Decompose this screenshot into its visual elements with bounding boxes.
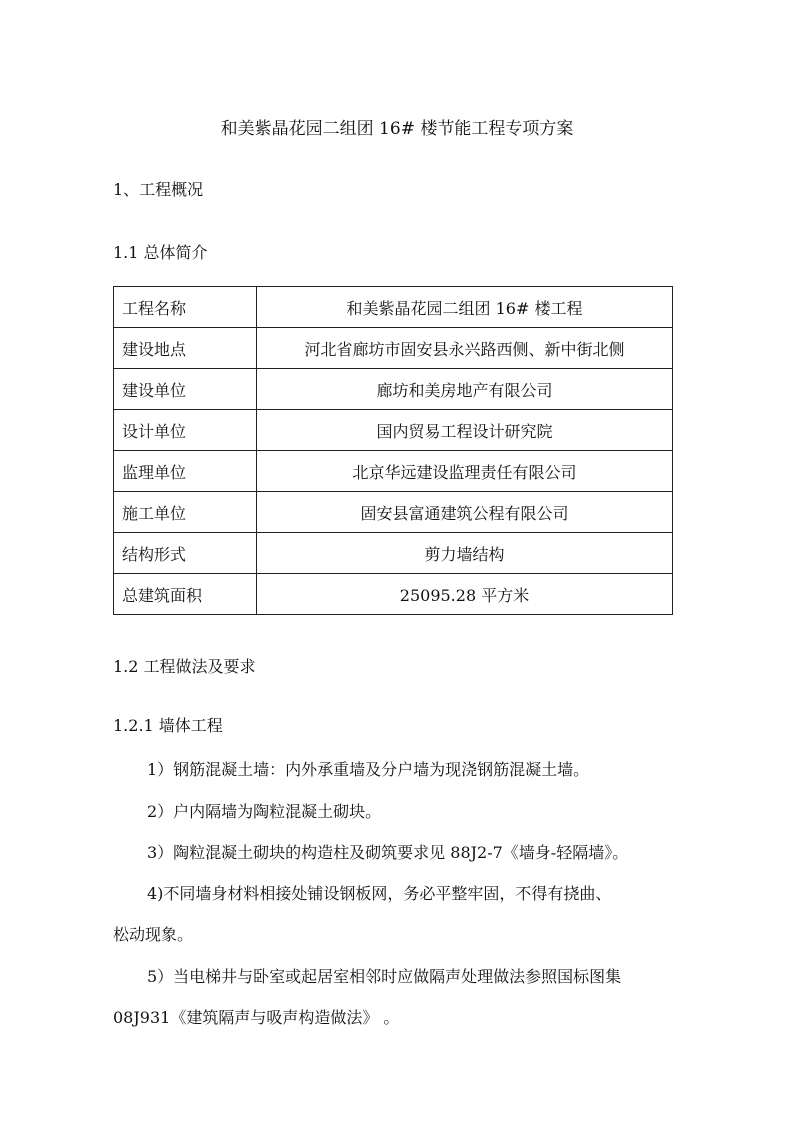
row-label: 工程名称 (114, 287, 257, 328)
table-row (114, 410, 673, 451)
row-value: 25095.28 平方米 (257, 574, 673, 615)
paragraph-5-line-1: 5）当电梯井与卧室或起居室相邻时应做隔声处理做法参照国标图集 (147, 967, 622, 986)
row-label: 总建筑面积 (114, 574, 257, 615)
table-row (114, 328, 673, 369)
row-value: 北京华远建设监理责任有限公司 (257, 451, 673, 492)
paragraph-1: 1）钢筋混凝土墙：内外承重墙及分户墙为现浇钢筋混凝土墙。 (147, 760, 590, 779)
row-value: 河北省廊坊市固安县永兴路西侧、新中街北侧 (257, 328, 673, 369)
section-heading-1-1: 1.1 总体简介 (113, 243, 208, 262)
table-row (114, 533, 673, 574)
row-value: 固安县富通建筑公程有限公司 (257, 492, 673, 533)
paragraph-4-line-2: 松动现象。 (113, 925, 194, 944)
table-row (114, 574, 673, 615)
section-heading-1-2: 1.2 工程做法及要求 (113, 657, 256, 676)
paragraph-5-line-2: 08J931《建筑隔声与吸声构造做法》 。 (113, 1008, 400, 1027)
row-value: 和美紫晶花园二组团 16# 楼工程 (257, 287, 673, 328)
row-value: 国内贸易工程设计研究院 (257, 410, 673, 451)
table-row (114, 451, 673, 492)
row-label: 施工单位 (114, 492, 257, 533)
section-heading-1: 1、工程概况 (113, 180, 204, 199)
row-label: 建设地点 (114, 328, 257, 369)
row-label: 建设单位 (114, 369, 257, 410)
page-title: 和美紫晶花园二组团 16# 楼节能工程专项方案 (220, 119, 574, 139)
row-value: 剪力墙结构 (257, 533, 673, 574)
table-row (114, 492, 673, 533)
paragraph-3: 3）陶粒混凝土砌块的构造柱及砌筑要求见 88J2-7《墙身-轻隔墙》。 (147, 843, 629, 862)
row-label: 监理单位 (114, 451, 257, 492)
paragraph-2: 2）户内隔墙为陶粒混凝土砌块。 (147, 802, 382, 821)
row-label: 结构形式 (114, 533, 257, 574)
paragraph-4-line-1: 4)不同墙身材料相接处铺设钢板网，务必平整牢固，不得有挠曲、 (147, 884, 612, 903)
row-value: 廊坊和美房地产有限公司 (257, 369, 673, 410)
section-heading-1-2-1: 1.2.1 墙体工程 (113, 716, 223, 735)
table-row (114, 369, 673, 410)
project-info-table (113, 286, 673, 615)
row-label: 设计单位 (114, 410, 257, 451)
table-row (114, 287, 673, 328)
